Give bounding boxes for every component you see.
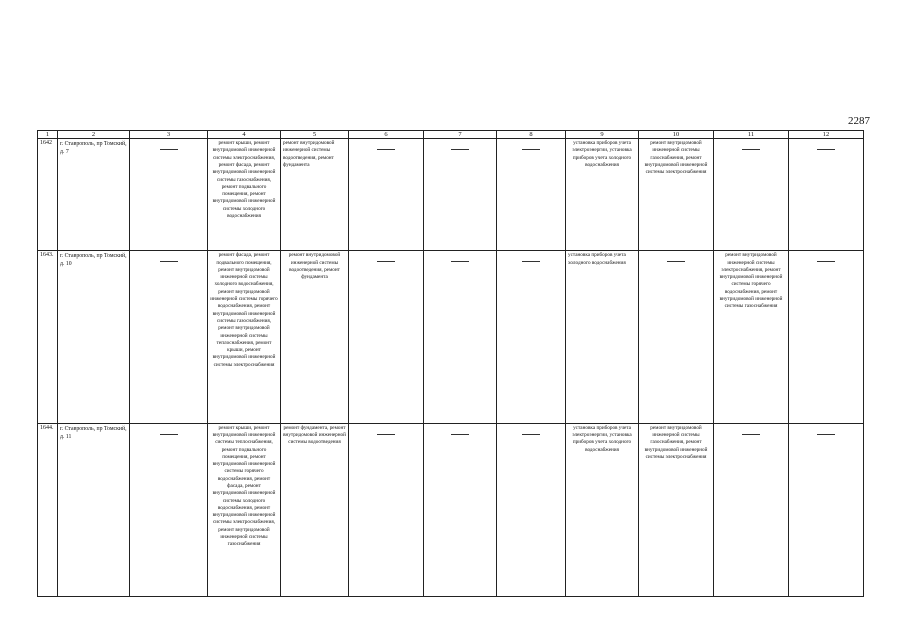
column-number: 11 bbox=[714, 131, 789, 139]
column-number: 9 bbox=[566, 131, 639, 139]
repair-works-cell: ремонт внутридомовой инженерной системы газоснабжения, ремонт внутридомовой инженерной системы электроснабжения bbox=[639, 139, 714, 251]
column-number: 5 bbox=[281, 131, 349, 139]
column-number: 6 bbox=[349, 131, 424, 139]
capital-repair-table bbox=[37, 130, 864, 597]
table-row bbox=[38, 251, 864, 423]
empty-cell-dash bbox=[130, 251, 208, 423]
column-number-row bbox=[38, 131, 864, 139]
empty-cell-dash bbox=[424, 423, 497, 596]
row-number: 1643. bbox=[38, 251, 58, 423]
table-row bbox=[38, 423, 864, 596]
metering-cell: установка приборов учета электроэнергии, установка приборов учета холодного водоснабжения bbox=[566, 423, 639, 596]
empty-cell-dash bbox=[349, 251, 424, 423]
column-number: 7 bbox=[424, 131, 497, 139]
repair-works-cell: ремонт внутридомовой инженерной системы водоотведения, ремонт фундамента bbox=[281, 139, 349, 251]
empty-cell-dash bbox=[130, 423, 208, 596]
empty-cell-dash bbox=[714, 423, 789, 596]
column-number: 10 bbox=[639, 131, 714, 139]
repair-works-cell: ремонт крыши, ремонт внутридомовой инженерной системы электроснабжения, ремонт фасада, ремонт внутридомовой инженерной системы газоснабжения, ремонт подвального помещения, ремонт внутридомовой инженерной системы холодного водоснабжения bbox=[208, 139, 281, 251]
repair-works-cell: ремонт внутридомовой инженерной системы электроснабжения, ремонт внутридомовой инженерной системы горячего водоснабжения, ремонт внутридомовой инженерной системы газоснабжения bbox=[714, 251, 789, 423]
repair-works-cell: ремонт фасада, ремонт подвального помещения, ремонт внутридомовой инженерной системы холодного водоснабжения, ремонт внутридомовой инженерной системы горячего водоснабжения, ремонт внутридомовой инженерной системы газоснабжения, ремонт внутридомовой инженерной системы теплоснабжения, ремонт крыши, ремонт внутридомовой инженерной системы электроснабжения bbox=[208, 251, 281, 423]
metering-cell: установка приборов учета холодного водоснабжения bbox=[566, 251, 639, 423]
empty-cell-dash bbox=[789, 139, 864, 251]
empty-cell-dash bbox=[349, 423, 424, 596]
column-number: 3 bbox=[130, 131, 208, 139]
empty-cell-dash bbox=[424, 139, 497, 251]
address-cell: г. Ставрополь, пр Томский, д. 10 bbox=[58, 251, 130, 423]
empty-cell-dash bbox=[130, 139, 208, 251]
page-number: 2287 bbox=[848, 115, 870, 127]
column-number: 4 bbox=[208, 131, 281, 139]
empty-cell-dash bbox=[349, 139, 424, 251]
row-number: 1644. bbox=[38, 423, 58, 596]
table-row bbox=[38, 139, 864, 251]
repair-works-cell: ремонт крыши, ремонт внутридомовой инженерной системы теплоснабжения, ремонт подвального помещения, ремонт внутридомовой инженерной системы горячего водоснабжения, ремонт фасада, ремонт внутридомовой инженерной системы холодного водоснабжения, ремонт внутридомовой инженерной системы электроснабжения, ремонт внутридомовой инженерной системы газоснабжения bbox=[208, 423, 281, 596]
repair-works-cell: ремонт фундамента, ремонт внутридомовой инженерной системы водоотведения bbox=[281, 423, 349, 596]
empty-cell-dash bbox=[789, 423, 864, 596]
repair-works-cell: ремонт внутридомовой инженерной системы газоснабжения, ремонт внутридомовой инженерной системы электроснабжения bbox=[639, 423, 714, 596]
address-cell: г. Ставрополь, пр Томский, д. 7 bbox=[58, 139, 130, 251]
empty-cell-dash bbox=[639, 251, 714, 423]
column-number: 12 bbox=[789, 131, 864, 139]
empty-cell-dash bbox=[714, 139, 789, 251]
empty-cell-dash bbox=[789, 251, 864, 423]
metering-cell: установка приборов учета электроэнергии, установка приборов учета холодного водоснабжения bbox=[566, 139, 639, 251]
empty-cell-dash bbox=[424, 251, 497, 423]
column-number: 1 bbox=[38, 131, 58, 139]
empty-cell-dash bbox=[497, 139, 566, 251]
row-number: 1642 bbox=[38, 139, 58, 251]
column-number: 2 bbox=[58, 131, 130, 139]
repair-works-cell: ремонт внутридомовой инженерной системы водоотведения, ремонт фундамента bbox=[281, 251, 349, 423]
column-number: 8 bbox=[497, 131, 566, 139]
address-cell: г. Ставрополь, пр Томский, д. 11 bbox=[58, 423, 130, 596]
empty-cell-dash bbox=[497, 423, 566, 596]
empty-cell-dash bbox=[497, 251, 566, 423]
